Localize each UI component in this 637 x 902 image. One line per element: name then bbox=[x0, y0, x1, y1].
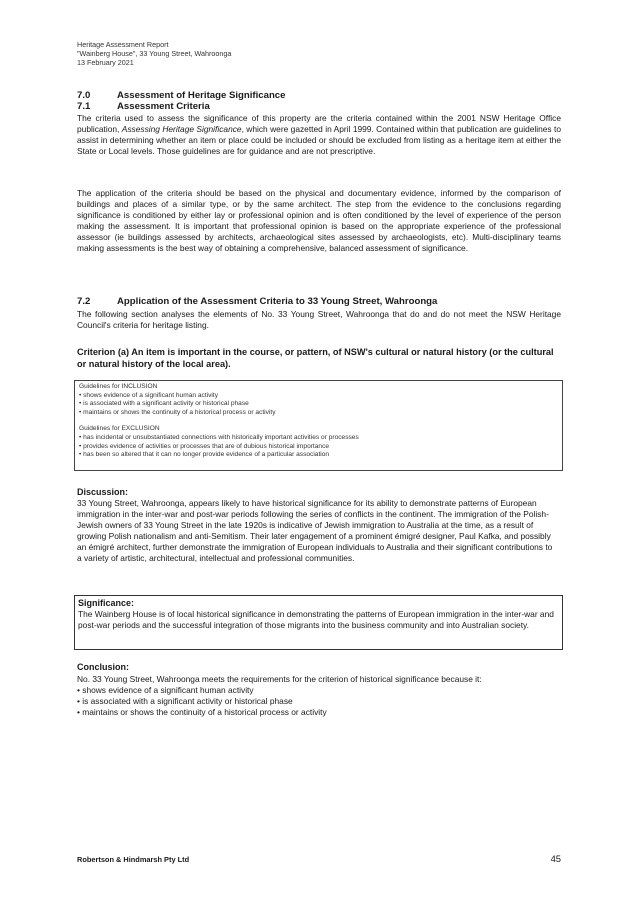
criteria-intro-paragraph bbox=[77, 113, 561, 157]
running-header bbox=[77, 40, 231, 68]
section-title: Application of the Assessment Criteria to 33 Young Street, Wahroonga bbox=[117, 296, 438, 307]
exclusion-title: Guidelines for EXCLUSION bbox=[79, 425, 160, 433]
significance-paragraph: The Wainberg House is of local historical significance in demonstrating the patterns of European immigration in the inter-war and post-war periods and the successful integration of those migrants into the business community and into Australian society. bbox=[78, 609, 554, 630]
conclusion-heading: Conclusion: bbox=[77, 662, 129, 672]
paragraph-text: , which were gazetted in April 1999. Contained within that publication are guidelines to assist in determining whether an item or place could be included or should be excluded from listing as a heritage item at either the State or Local levels. Those guidelines are for guidance and are not prescriptive. bbox=[77, 124, 562, 156]
publication-title: Assessing Heritage Significance bbox=[121, 124, 242, 134]
section-7-1-heading bbox=[77, 101, 210, 112]
section-title: Assessment Criteria bbox=[117, 101, 210, 112]
exclusion-item: • has been so altered that it can no longer provide evidence of a particular association bbox=[79, 451, 330, 459]
significance-heading: Significance: bbox=[78, 598, 135, 608]
section-number: 7.2 bbox=[77, 296, 91, 307]
section-title: Assessment of Heritage Significance bbox=[117, 90, 286, 101]
list-item: • is associated with a significant activity or historical phase bbox=[77, 696, 293, 706]
inclusion-item: • shows evidence of a significant human activity bbox=[79, 391, 219, 399]
discussion-paragraph: 33 Young Street, Wahroonga, appears likely to have historical significance for its ability to demonstrate patterns of European immigration in the inter-war and post-war periods following the series of conflicts in the continent. The immigration of the Polish-Jewish owners of 33 Young Street in the late 1920s is indicative of Jewish immigration to Australia at the time, as a result of growing Polish nationalism and anti-Semitism. Their later engagement of a prominent émigré designer, Paul Kafka, and possibly an émigré architect, further demonstrate the immigration of European individuals to Australia and their significant contributions to a variety of artistic, architectural, intellectual and professional communities. bbox=[77, 498, 553, 563]
section-number: 7.0 bbox=[77, 90, 91, 101]
spacer bbox=[79, 417, 558, 425]
footer-company: Robertson & Hindmarsh Pty Ltd bbox=[77, 855, 190, 864]
exclusion-item: • provides evidence of activities or processes that are of dubious historical importance bbox=[79, 442, 330, 450]
paragraph-text: The criteria used to assess the significance of this property are the criteria contained within the 2001 NSW Heritage Office publication, bbox=[77, 113, 561, 134]
conclusion-list bbox=[77, 685, 327, 718]
exclusion-item: • has incidental or unsubstantiated connections with historically important activities or processes bbox=[79, 433, 359, 441]
section-7-2-paragraph: The following section analyses the elements of No. 33 Young Street, Wahroonga that do and do not meet the NSW Heritage Council's criteria for heritage listing. bbox=[77, 309, 561, 330]
list-item: • shows evidence of a significant human activity bbox=[77, 685, 254, 695]
criterion-a-heading: Criterion (a) An item is important in the course, or pattern, of NSW's cultural or natural history (or the cultural or natural history of the local area). bbox=[77, 347, 554, 370]
guidelines-box bbox=[74, 380, 563, 471]
section-7-2-heading bbox=[77, 296, 437, 307]
header-property: "Wainberg House", 33 Young Street, Wahroonga bbox=[77, 49, 232, 59]
conclusion-paragraph: No. 33 Young Street, Wahroonga meets the requirements for the criterion of historical significance because it: bbox=[77, 674, 482, 684]
significance-box bbox=[74, 595, 563, 650]
header-report-title: Heritage Assessment Report bbox=[77, 40, 169, 49]
section-7-0-heading bbox=[77, 90, 285, 101]
inclusion-title: Guidelines for INCLUSION bbox=[79, 383, 158, 390]
page-number: 45 bbox=[550, 853, 561, 864]
header-date: 13 February 2021 bbox=[77, 58, 134, 68]
section-number: 7.1 bbox=[77, 101, 91, 112]
discussion-heading: Discussion: bbox=[77, 487, 129, 497]
inclusion-item: • is associated with a significant activity or historical phase bbox=[79, 400, 249, 408]
list-item: • maintains or shows the continuity of a historical process or activity bbox=[77, 707, 327, 717]
inclusion-item: • maintains or shows the continuity of a historical process or activity bbox=[79, 408, 276, 416]
criteria-application-paragraph: The application of the criteria should be based on the physical and documentary evidence, informed by the comparison of buildings and places of a similar type, or by the same architect. The step from the evidence to the conclusions regarding significance is conditioned by either lay or professional opinion and is often conditioned by the level of experience of the person making the assessment. It is important that professional opinion is based on the appropriate experience of the professional assessor (ie buildings assessed by architects, archaeological sites assessed by archaeologists, etc). Multi-disciplinary teams making assessments is the best way of obtaining a comprehensive, balanced assessment of significance. bbox=[77, 188, 561, 253]
